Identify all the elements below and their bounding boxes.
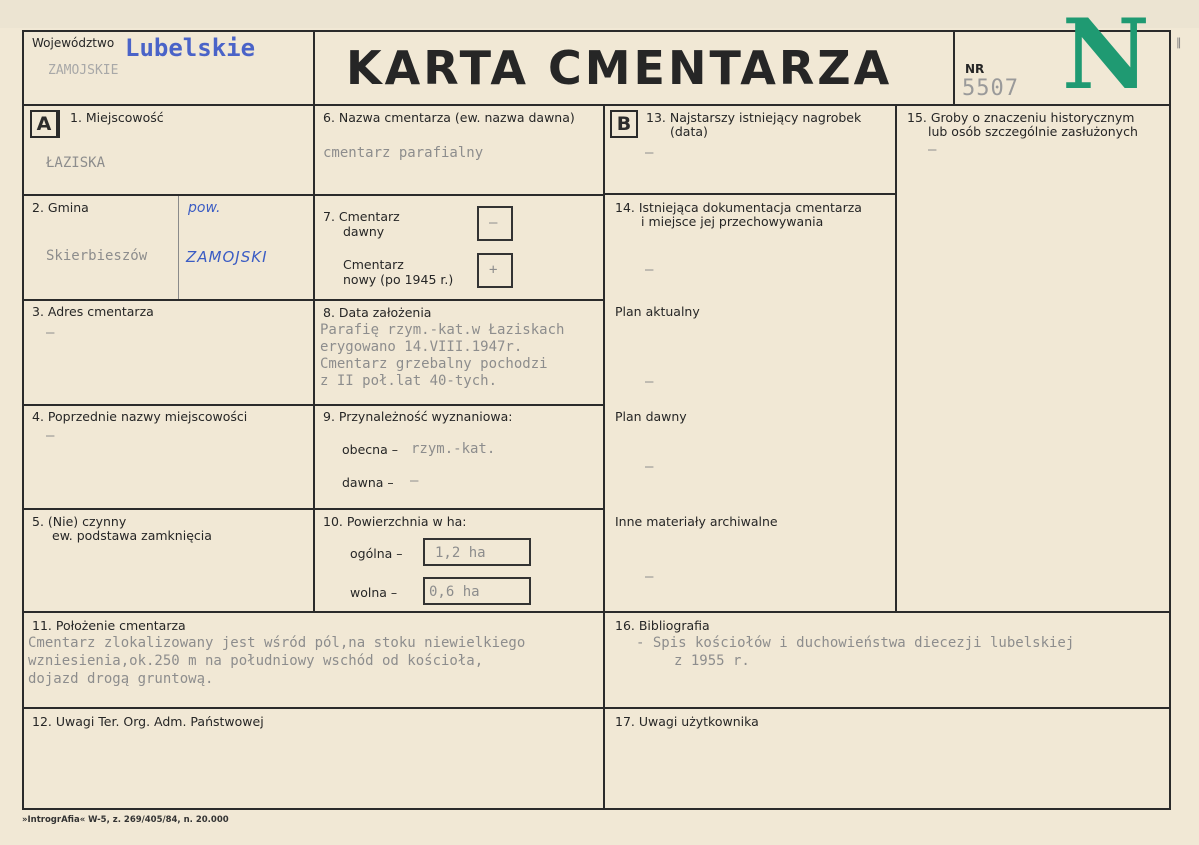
field-8-line-3: Cmentarz grzebalny pochodzi (320, 356, 548, 372)
frame-bottom (22, 808, 1171, 810)
tag-a-edge (58, 110, 60, 138)
row-divider-13 (605, 193, 895, 195)
wojewodztwo-label: Województwo (32, 36, 115, 50)
nr-divider (953, 30, 955, 106)
field-8-line-2: erygowano 14.VIII.1947r. (320, 339, 523, 355)
field-13-label: 13. Najstarszy istniejący nagrobek (646, 110, 862, 125)
ogolna-value: 1,2 ha (435, 545, 486, 561)
field-8-line-4: z II poł.lat 40-tych. (320, 373, 498, 389)
field-9-label: 9. Przynależność wyznaniowa: (323, 409, 513, 424)
col-divider-1 (313, 30, 315, 612)
field-10-label: 10. Powierzchnia w ha: (323, 514, 467, 529)
col-divider-3 (895, 104, 897, 612)
field-7-dawny-label: dawny (343, 224, 385, 239)
field-6-label: 6. Nazwa cmentarza (ew. nazwa dawna) (323, 110, 575, 125)
field-14-label-2: i miejsce jej przechowywania (641, 214, 824, 229)
field-14-value: – (645, 262, 654, 278)
wolna-value: 0,6 ha (429, 584, 480, 600)
section-b-tag: B (610, 110, 638, 138)
row-divider-a1 (22, 194, 313, 196)
nowy-mark: + (489, 262, 498, 278)
field-16-line-1: - Spis kościołów i duchowieństwa diecezji lubelskiej (636, 635, 1075, 651)
field-8-line-1: Parafię rzym.-kat.w Łaziskach (320, 322, 565, 338)
wolna-box[interactable] (423, 577, 531, 605)
field-15-label: 15. Groby o znaczeniu historycznym (907, 110, 1135, 125)
row-divider-a4 (22, 508, 605, 510)
plan-dawny-label: Plan dawny (615, 409, 687, 424)
corner-mark: ∥ (1176, 36, 1182, 49)
field-8-label: 8. Data założenia (323, 305, 432, 320)
field-15-value: – (928, 142, 937, 158)
field-3-value: – (46, 325, 55, 341)
field-11-label: 11. Położenie cmentarza (32, 618, 186, 633)
field-1-value: ŁAZISKA (46, 155, 106, 171)
gmina-powiat-divider (178, 196, 179, 299)
nr-label: NR (965, 62, 985, 76)
plan-dawny-value: – (645, 459, 654, 475)
obecna-label: obecna – (342, 442, 398, 457)
field-3-label: 3. Adres cmentarza (32, 304, 154, 319)
page-title: KARTA CMENTARZA (346, 41, 893, 95)
field-14-label: 14. Istniejąca dokumentacja cmentarza (615, 200, 862, 215)
frame-top (22, 30, 1171, 32)
nowy-checkbox[interactable] (477, 253, 513, 288)
row-divider-12 (22, 707, 1171, 709)
dawna-value: – (410, 473, 419, 489)
inne-label: Inne materiały archiwalne (615, 514, 778, 529)
field-17-label: 17. Uwagi użytkownika (615, 714, 759, 729)
dawna-label: dawna – (342, 475, 394, 490)
field-11-line-1: Cmentarz zlokalizowany jest wśród pól,na stoku niewielkiego (28, 635, 526, 651)
field-6-value: cmentarz parafialny (323, 145, 484, 161)
col-divider-2 (603, 104, 605, 810)
field-4-value: – (46, 428, 55, 444)
row-divider-11 (22, 611, 1171, 613)
powiat-value: ZAMOJSKI (186, 248, 268, 266)
row-divider-6 (313, 194, 605, 196)
field-5-label: 5. (Nie) czynny (32, 514, 127, 529)
row-divider-a2 (22, 299, 605, 301)
printer-footer: »IntrogrAfia« W-5, z. 269/405/84, n. 20.000 (22, 815, 229, 825)
obecna-value: rzym.-kat. (411, 441, 496, 457)
inne-value: – (645, 569, 654, 585)
field-16-line-2: z 1955 r. (674, 653, 750, 669)
field-11-line-3: dojazd drogą gruntową. (28, 671, 214, 687)
field-11-line-2: wzniesienia,ok.250 m na południowy wschód od kościoła, (28, 653, 484, 669)
dawny-checkbox[interactable] (477, 206, 513, 241)
ogolna-label: ogólna – (350, 546, 403, 561)
field-12-label: 12. Uwagi Ter. Org. Adm. Państwowej (32, 714, 264, 729)
frame-right (1169, 30, 1171, 810)
dawny-mark: – (489, 215, 498, 231)
field-5-label-2: ew. podstawa zamknięcia (52, 528, 212, 543)
header-divider (22, 104, 1171, 106)
frame-left (22, 30, 24, 810)
plan-aktualny-value: – (645, 374, 654, 390)
field-7-nowy-label-2: nowy (po 1945 r.) (343, 272, 454, 287)
field-7-nowy-label: Cmentarz (343, 257, 404, 272)
wojewodztwo-old: ZAMOJSKIE (48, 63, 119, 78)
wolna-label: wolna – (350, 585, 398, 600)
field-13-value: – (645, 145, 654, 161)
field-7-label: 7. Cmentarz (323, 209, 400, 224)
nr-value: 5507 (962, 76, 1019, 101)
ogolna-box[interactable] (423, 538, 531, 566)
section-a-tag: A (30, 110, 58, 138)
row-divider-a3 (22, 404, 605, 406)
field-13-label-2: (data) (670, 124, 708, 139)
field-16-label: 16. Bibliografia (615, 618, 710, 633)
stamp-letter: N (1062, 0, 1150, 111)
field-1-label: 1. Miejscowość (70, 110, 164, 125)
field-2-label: 2. Gmina (32, 200, 89, 215)
top-strip (0, 0, 1199, 28)
field-4-label: 4. Poprzednie nazwy miejscowości (32, 409, 248, 424)
wojewodztwo-value: Lubelskie (125, 34, 256, 62)
powiat-label: pow. (188, 200, 221, 216)
plan-aktualny-label: Plan aktualny (615, 304, 700, 319)
field-2-value: Skierbieszów (46, 248, 148, 264)
field-15-label-2: lub osób szczególnie zasłużonych (928, 124, 1138, 139)
